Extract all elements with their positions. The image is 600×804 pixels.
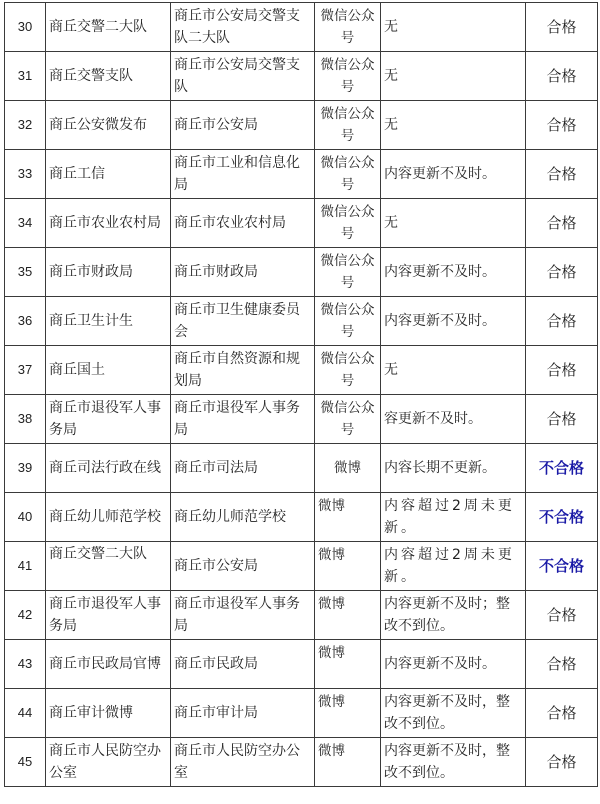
organization: 商丘市财政局 — [171, 248, 315, 297]
row-number: 33 — [5, 150, 46, 199]
table-row — [5, 346, 598, 395]
account-name: 商丘交警二大队 — [46, 542, 171, 591]
result-status: 合格 — [526, 3, 598, 52]
organization: 商丘市退役军人事务局 — [171, 395, 315, 444]
issue-description: 内容更新不及时，整改不到位。 — [381, 689, 526, 738]
platform-type: 微信公众号 — [315, 395, 381, 444]
organization: 商丘市自然资源和规划局 — [171, 346, 315, 395]
row-number: 43 — [5, 640, 46, 689]
table-row — [5, 199, 598, 248]
table-row — [5, 395, 598, 444]
table-row — [5, 150, 598, 199]
platform-type: 微信公众号 — [315, 346, 381, 395]
issue-description: 内容更新不及时；整改不到位。 — [381, 591, 526, 640]
row-number: 44 — [5, 689, 46, 738]
inspection-results-table — [4, 2, 598, 787]
organization: 商丘市公安局 — [171, 542, 315, 591]
result-status-fail: 不合格 — [526, 542, 598, 591]
platform-type: 微博 — [315, 542, 381, 591]
row-number: 32 — [5, 101, 46, 150]
platform-type: 微博 — [315, 689, 381, 738]
issue-description: 无 — [381, 199, 526, 248]
row-number: 45 — [5, 738, 46, 787]
account-name: 商丘市退役军人事务局 — [46, 591, 171, 640]
issue-description: 无 — [381, 346, 526, 395]
issue-description: 内容超过2周未更新。 — [381, 493, 526, 542]
result-status: 合格 — [526, 52, 598, 101]
organization: 商丘市卫生健康委员会 — [171, 297, 315, 346]
platform-type: 微博 — [315, 640, 381, 689]
platform-type: 微信公众号 — [315, 150, 381, 199]
organization: 商丘市公安局 — [171, 101, 315, 150]
issue-description: 内容更新不及时，整改不到位。 — [381, 738, 526, 787]
platform-type: 微信公众号 — [315, 3, 381, 52]
account-name: 商丘市农业农村局 — [46, 199, 171, 248]
table-row — [5, 3, 598, 52]
platform-type: 微信公众号 — [315, 101, 381, 150]
platform-type: 微博 — [315, 493, 381, 542]
row-number: 38 — [5, 395, 46, 444]
organization: 商丘市农业农村局 — [171, 199, 315, 248]
issue-description: 无 — [381, 3, 526, 52]
account-name: 商丘市退役军人事务局 — [46, 395, 171, 444]
table-row — [5, 738, 598, 787]
result-status: 合格 — [526, 297, 598, 346]
organization: 商丘市工业和信息化局 — [171, 150, 315, 199]
organization: 商丘市司法局 — [171, 444, 315, 493]
table-row — [5, 542, 598, 591]
account-name: 商丘市民政局官博 — [46, 640, 171, 689]
organization: 商丘市审计局 — [171, 689, 315, 738]
account-name: 商丘司法行政在线 — [46, 444, 171, 493]
row-number: 41 — [5, 542, 46, 591]
table-row — [5, 640, 598, 689]
account-name: 商丘市财政局 — [46, 248, 171, 297]
table-row — [5, 101, 598, 150]
platform-type: 微博 — [315, 444, 381, 493]
organization: 商丘市退役军人事务局 — [171, 591, 315, 640]
issue-description: 无 — [381, 52, 526, 101]
organization: 商丘市民政局 — [171, 640, 315, 689]
platform-type: 微信公众号 — [315, 52, 381, 101]
result-status: 合格 — [526, 248, 598, 297]
row-number: 39 — [5, 444, 46, 493]
account-name: 商丘交警支队 — [46, 52, 171, 101]
organization: 商丘幼儿师范学校 — [171, 493, 315, 542]
table-row — [5, 689, 598, 738]
table-row — [5, 493, 598, 542]
result-status: 合格 — [526, 395, 598, 444]
account-name: 商丘工信 — [46, 150, 171, 199]
row-number: 42 — [5, 591, 46, 640]
result-status: 合格 — [526, 101, 598, 150]
result-status: 合格 — [526, 150, 598, 199]
platform-type: 微信公众号 — [315, 297, 381, 346]
organization: 商丘市人民防空办公室 — [171, 738, 315, 787]
result-status-fail: 不合格 — [526, 444, 598, 493]
row-number: 36 — [5, 297, 46, 346]
table-row — [5, 297, 598, 346]
row-number: 30 — [5, 3, 46, 52]
issue-description: 内容更新不及时。 — [381, 150, 526, 199]
issue-description: 内容长期不更新。 — [381, 444, 526, 493]
result-status: 合格 — [526, 640, 598, 689]
table-row — [5, 591, 598, 640]
issue-description: 容更新不及时。 — [381, 395, 526, 444]
row-number: 34 — [5, 199, 46, 248]
result-status: 合格 — [526, 346, 598, 395]
account-name: 商丘市人民防空办公室 — [46, 738, 171, 787]
table-row — [5, 444, 598, 493]
platform-type: 微博 — [315, 738, 381, 787]
account-name: 商丘国土 — [46, 346, 171, 395]
table-row — [5, 52, 598, 101]
row-number: 31 — [5, 52, 46, 101]
row-number: 35 — [5, 248, 46, 297]
platform-type: 微信公众号 — [315, 199, 381, 248]
account-name: 商丘审计微博 — [46, 689, 171, 738]
table-row — [5, 248, 598, 297]
inspection-table-container — [4, 2, 598, 787]
issue-description: 内容更新不及时。 — [381, 248, 526, 297]
result-status: 合格 — [526, 199, 598, 248]
row-number: 37 — [5, 346, 46, 395]
platform-type: 微信公众号 — [315, 248, 381, 297]
result-status: 合格 — [526, 738, 598, 787]
account-name: 商丘幼儿师范学校 — [46, 493, 171, 542]
organization: 商丘市公安局交警支队 — [171, 52, 315, 101]
platform-type: 微博 — [315, 591, 381, 640]
issue-description: 内容超过2周未更新。 — [381, 542, 526, 591]
issue-description: 无 — [381, 101, 526, 150]
issue-description: 内容更新不及时。 — [381, 297, 526, 346]
account-name: 商丘公安微发布 — [46, 101, 171, 150]
result-status: 合格 — [526, 689, 598, 738]
organization: 商丘市公安局交警支队二大队 — [171, 3, 315, 52]
row-number: 40 — [5, 493, 46, 542]
result-status-fail: 不合格 — [526, 493, 598, 542]
account-name: 商丘卫生计生 — [46, 297, 171, 346]
account-name: 商丘交警二大队 — [46, 3, 171, 52]
issue-description: 内容更新不及时。 — [381, 640, 526, 689]
result-status: 合格 — [526, 591, 598, 640]
